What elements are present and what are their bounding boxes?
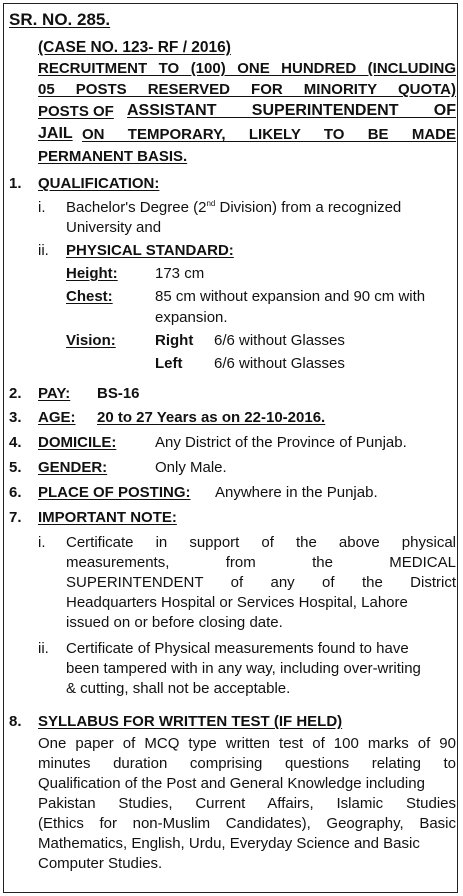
list-marker: ii. xyxy=(38,640,49,657)
height-value: 173 cm xyxy=(155,265,205,282)
chest-value-line-2: expansion. xyxy=(155,309,228,326)
physical-standard-heading: PHYSICAL STANDARD: xyxy=(66,242,234,259)
title-line-4b: ON TEMPORARY, LIKELY TO BE MADE xyxy=(82,126,456,143)
title-line-3a: POSTS OF xyxy=(38,103,114,120)
vision-left-value: 6/6 without Glasses xyxy=(214,355,345,372)
list-marker: i. xyxy=(38,534,46,551)
age-label: AGE: xyxy=(38,409,76,426)
case-number: (CASE NO. 123- RF / 2016) xyxy=(38,39,231,56)
section-number: 7. xyxy=(9,509,22,526)
degree-line-1: Bachelor's Degree (2nd Division) from a recognized xyxy=(66,199,402,216)
height-label: Height: xyxy=(66,265,118,282)
syllabus-heading: SYLLABUS FOR WRITTEN TEST (IF HELD) xyxy=(38,713,343,730)
vision-right-label: Right xyxy=(155,332,194,349)
important-note-heading: IMPORTANT NOTE: xyxy=(38,509,177,526)
gender-label: GENDER: xyxy=(38,459,108,476)
note-i-line: Certificate in support of the above physical xyxy=(66,534,456,551)
note-ii-line: Certificate of Physical measurements found to have xyxy=(66,640,409,657)
syllabus-line: minutes duration comprising questions relating to xyxy=(38,755,456,772)
title-line-5: PERMANENT BASIS. xyxy=(38,148,188,165)
section-number: 4. xyxy=(9,434,22,451)
domicile-value: Any District of the Province of Punjab. xyxy=(155,434,407,451)
posting-label: PLACE OF POSTING: xyxy=(38,484,191,501)
vision-right-value: 6/6 without Glasses xyxy=(214,332,345,349)
post-name-jail: JAIL xyxy=(38,125,73,142)
serial-number: SR. NO. 285. xyxy=(9,10,111,29)
section-number: 5. xyxy=(9,459,22,476)
chest-value-line-1: 85 cm without expansion and 90 cm with xyxy=(155,288,426,305)
posting-value: Anywhere in the Punjab. xyxy=(215,484,378,501)
vision-label: Vision: xyxy=(66,332,116,349)
note-i-line: SUPERINTENDENT of any of the District xyxy=(66,574,456,591)
note-i-line: Headquarters Hospital or Services Hospital, Lahore xyxy=(66,594,408,611)
section-number: 6. xyxy=(9,484,22,501)
title-line-2: 05 POSTS RESERVED FOR MINORITY QUOTA) xyxy=(38,81,456,98)
qualification-heading: QUALIFICATION: xyxy=(38,175,160,192)
note-i-line: issued on or before closing date. xyxy=(66,614,283,631)
list-marker: i. xyxy=(38,199,46,216)
syllabus-line: Computer Studies. xyxy=(38,855,163,872)
domicile-label: DOMICILE: xyxy=(38,434,117,451)
pay-value: BS-16 xyxy=(97,385,140,402)
section-number: 8. xyxy=(9,713,22,730)
age-value: 20 to 27 Years as on 22-10-2016. xyxy=(97,409,326,426)
section-number: 3. xyxy=(9,409,22,426)
syllabus-line: One paper of MCQ type written test of 100 marks of 90 xyxy=(38,735,456,752)
gender-value: Only Male. xyxy=(155,459,227,476)
pay-label: PAY: xyxy=(38,385,71,402)
syllabus-line: Qualification of the Post and General Knowledge including xyxy=(38,775,425,792)
degree-line-2: University and xyxy=(66,219,162,236)
syllabus-line: (Ethics for non-Muslim Candidates), Geography, Basic xyxy=(38,815,456,832)
title-line-1: RECRUITMENT TO (100) ONE HUNDRED (INCLUDING xyxy=(38,60,456,77)
list-marker: ii. xyxy=(38,242,49,259)
vision-left-label: Left xyxy=(155,355,183,372)
post-name: ASSISTANT SUPERINTENDENT OF xyxy=(127,102,456,119)
note-i-line: measurements, from the MEDICAL xyxy=(66,554,456,571)
chest-label: Chest: xyxy=(66,288,113,305)
section-number: 2. xyxy=(9,385,22,402)
section-number: 1. xyxy=(9,175,22,192)
syllabus-line: Pakistan Studies, Current Affairs, Islamic Studies xyxy=(38,795,456,812)
note-ii-line: been tampered with in any way, including over-writing xyxy=(66,660,421,677)
note-ii-line: & cutting, shall not be acceptable. xyxy=(66,680,291,697)
syllabus-line: Mathematics, English, Urdu, Everyday Science and Basic xyxy=(38,835,420,852)
